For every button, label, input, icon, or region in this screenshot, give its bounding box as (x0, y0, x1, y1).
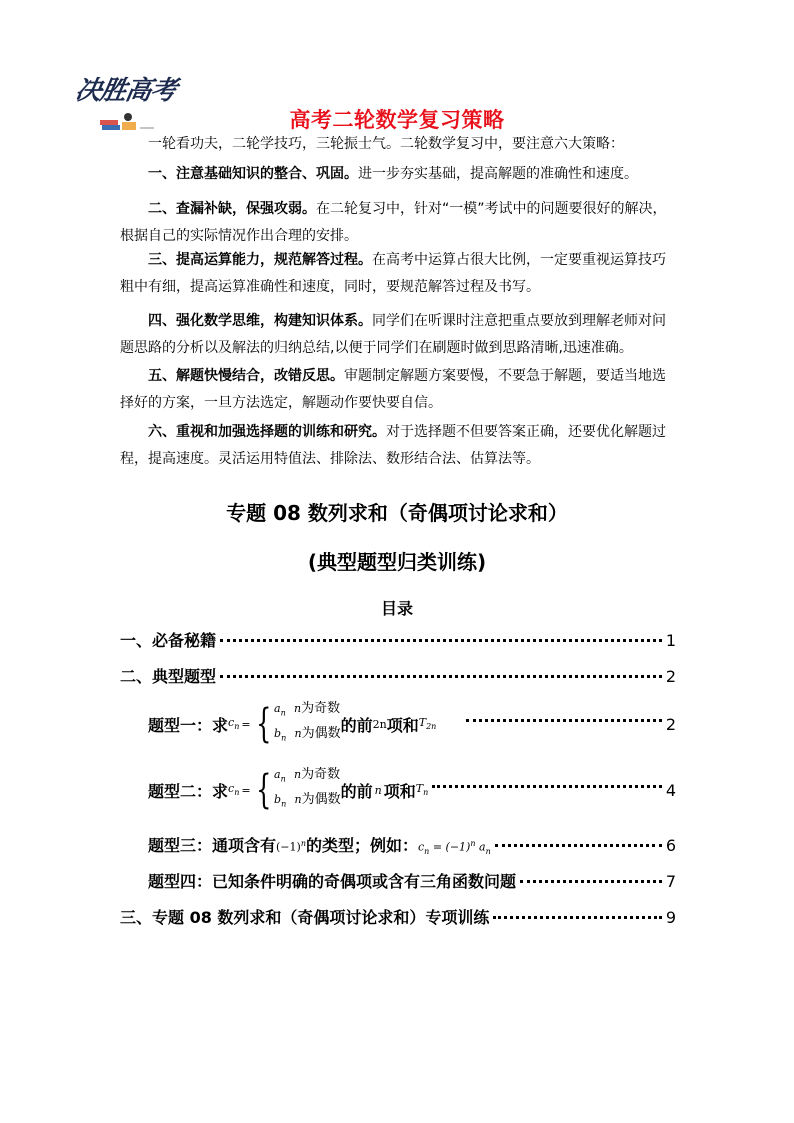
topic-subtitle: (典型题型归类训练) (307, 550, 487, 574)
toc-leader (493, 916, 661, 919)
toc-entry-type-4[interactable] (148, 869, 676, 892)
toc-entry-type-1[interactable] (148, 700, 676, 748)
strategy-item-6 (120, 419, 676, 473)
item-heading: 二、查漏补缺，保强攻弱。 (148, 201, 316, 217)
toc-leader (220, 639, 662, 642)
item-text: 在二轮复习中，针对“一模”考试中的问题要很好的解决，根据自己的实际情况作出合理的安排。 (120, 201, 667, 244)
formula-T: $T_n$ (415, 782, 429, 798)
toc-leader (466, 719, 662, 722)
strategy-title: 高考二轮数学复习策略 (289, 108, 505, 132)
item-text: 进一步夯实基础，提高解题的准确性和速度。 (358, 166, 638, 182)
toc-page: 2 (665, 667, 676, 686)
toc-label: 二、典型题型 (120, 667, 217, 686)
formula-eq: = (241, 783, 251, 797)
toc-mid: 的类型；例如： (305, 836, 418, 855)
toc-page: 9 (665, 908, 676, 927)
item-heading: 四、强化数学思维，构建知识体系。 (148, 313, 372, 329)
strategy-item-1 (120, 161, 676, 188)
toc-mid: 的前 (340, 715, 373, 735)
item-text: 审题制定解题方案要慢，不要急于解题，要适当地选择好的方案，一旦方法选定，解题动作要快要自信。 (120, 368, 666, 411)
formula-count: n (374, 783, 382, 797)
formula-c: $c_n$ (228, 782, 240, 798)
logo-text: 决胜高考 (72, 76, 179, 106)
formula-T: $T_{2n}$ (418, 716, 437, 732)
toc-entry-type-2[interactable] (148, 766, 676, 814)
formula-power: $(-1)^n$ (276, 839, 306, 854)
brace-icon: { (255, 767, 271, 813)
item-text: 在高考中运算占很大比例，一定要重视运算技巧粗中有细，提高运算准确性和速度，同时，要规范解答过程及书写。 (120, 252, 666, 295)
toc-entry-special-training[interactable] (120, 905, 676, 928)
piecewise-cases: $a_n$ n为奇数 $b_n$ n为偶数 (274, 767, 341, 809)
toc-label: 一、必备秘籍 (120, 631, 217, 650)
toc-page: 1 (665, 631, 676, 650)
toc-mid: 的前 (340, 781, 373, 801)
toc-leader (495, 844, 662, 847)
toc-label: 题型二：求 (148, 781, 229, 801)
brace-icon: { (255, 701, 271, 747)
item-heading: 六、重视和加强选择题的训练和研究。 (148, 424, 386, 440)
toc-tail: 项和 (383, 781, 416, 801)
toc-tail: 项和 (386, 715, 419, 735)
toc-page: 6 (665, 836, 676, 855)
toc-label: 题型一：求 (148, 715, 229, 735)
toc-entry-essentials[interactable] (120, 628, 676, 651)
strategy-item-3 (120, 247, 676, 301)
toc-label: 三、专题 08 数列求和（奇偶项讨论求和）专项训练 (120, 908, 490, 927)
intro-text: 一轮看功夫，二轮学技巧，三轮振士气。二轮数学复习中，要注意六大策略： (148, 136, 624, 152)
formula-c: $c_n$ (228, 716, 240, 732)
formula-eq: = (241, 717, 251, 731)
topic-title: 专题 08 数列求和（奇偶项讨论求和） (226, 501, 568, 525)
strategy-item-5 (120, 363, 676, 417)
piecewise-cases: $a_n$ n为奇数 $b_n$ n为偶数 (274, 701, 341, 743)
toc-label: 题型四：已知条件明确的奇偶项或含有三角函数问题 (148, 872, 517, 891)
item-text: 对于选择题不但要答案正确，还要优化解题过程，提高速度。灵活运用特值法、排除法、数形结合法、估算法等。 (120, 424, 666, 467)
formula-count: 2n (372, 717, 387, 731)
toc-entry-typical-types[interactable] (120, 664, 676, 687)
item-heading: 三、提高运算能力，规范解答过程。 (148, 252, 372, 268)
strategy-item-4 (120, 308, 676, 362)
strategy-intro (120, 131, 676, 158)
toc-page: 4 (665, 780, 676, 800)
strategy-item-2 (120, 196, 676, 250)
toc-title: 目录 (380, 599, 413, 618)
toc-page: 2 (665, 714, 676, 734)
item-text: 同学们在听课时注意把重点要放到理解老师对问题思路的分析以及解法的归纳总结,以便于同学们在刷题时做到思路清晰,迅速准确。 (120, 313, 666, 356)
toc-leader (520, 880, 662, 883)
item-heading: 五、解题快慢结合，改错反思。 (148, 368, 344, 384)
toc-leader (220, 675, 662, 678)
toc-entry-type-3[interactable] (148, 833, 676, 856)
item-heading: 一、注意基础知识的整合、巩固。 (148, 166, 358, 182)
toc-page: 7 (665, 872, 676, 891)
toc-label: 题型三：通项含有 (148, 836, 277, 855)
toc-leader (432, 785, 662, 788)
formula-example: $c_n = (-1)^n$ $a_n$ (418, 839, 491, 857)
